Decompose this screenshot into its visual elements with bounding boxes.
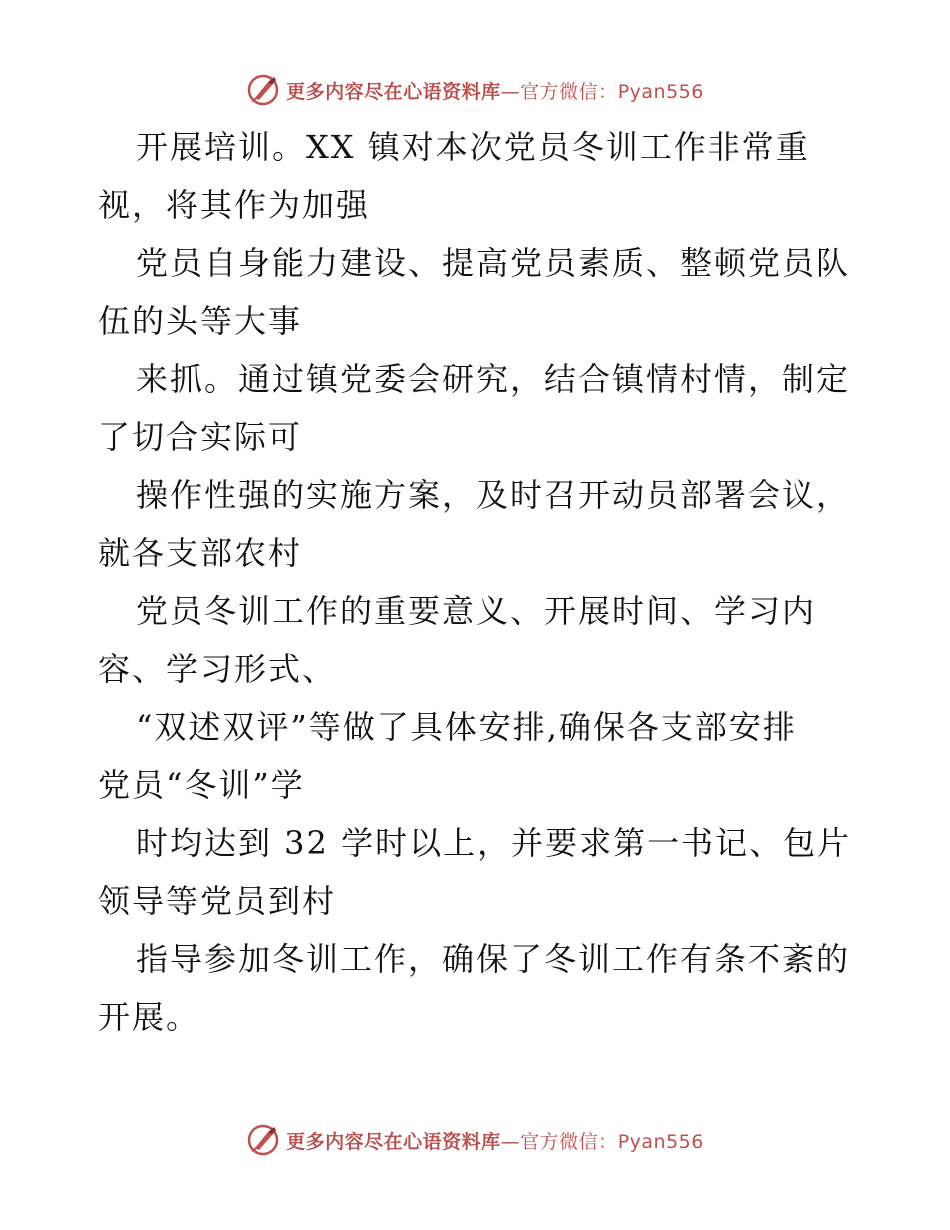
paragraph-first-line: 指导参加冬训工作，确保了冬训工作有条不紊的 — [136, 940, 851, 978]
paragraph — [98, 814, 858, 930]
paragraph-first-line: 开展培训。XX 镇对本次党员冬训工作非常重 — [136, 128, 810, 166]
banner-official-label: 官方微信： — [520, 1130, 618, 1153]
document-body — [98, 118, 858, 1046]
quill-pen-logo-icon — [246, 1123, 280, 1157]
banner-dash: — — [500, 80, 521, 103]
paragraph — [98, 466, 858, 582]
paragraph-second-line: 伍的头等大事 — [98, 302, 303, 340]
paragraph-second-line: 容、学习形式、 — [98, 650, 337, 688]
header-banner-content — [246, 73, 704, 107]
paragraph-first-line: “双述双评”等做了具体安排,确保各支部安排 — [136, 708, 797, 746]
paragraph — [98, 350, 858, 466]
paragraph — [98, 930, 858, 1046]
paragraph — [98, 118, 858, 234]
banner-account: Pyan556 — [617, 1130, 704, 1153]
paragraph-first-line: 来抓。通过镇党委会研究，结合镇情村情，制定 — [136, 360, 851, 398]
banner-dash: — — [500, 1130, 521, 1153]
paragraph-second-line: 党员“冬训”学 — [98, 766, 305, 804]
banner-account: Pyan556 — [617, 80, 704, 103]
paragraph-first-line: 党员冬训工作的重要意义、开展时间、学习内 — [136, 592, 817, 630]
paragraph-second-line: 开展。 — [98, 998, 201, 1036]
quill-pen-logo-icon — [246, 73, 280, 107]
paragraph-second-line: 视，将其作为加强 — [98, 186, 371, 224]
paragraph — [98, 234, 858, 350]
paragraph — [98, 698, 858, 814]
paragraph — [98, 582, 858, 698]
banner-main-text: 更多内容尽在心语资料库 — [286, 1130, 501, 1153]
header-watermark-banner — [0, 70, 950, 110]
paragraph-first-line: 党员自身能力建设、提高党员素质、整顿党员队 — [136, 244, 851, 282]
paragraph-first-line: 操作性强的实施方案，及时召开动员部署会议， — [136, 476, 851, 514]
footer-banner-content — [246, 1123, 704, 1157]
paragraph-second-line: 领导等党员到村 — [98, 882, 337, 920]
banner-main-text: 更多内容尽在心语资料库 — [286, 80, 501, 103]
header-banner-text — [286, 77, 704, 104]
banner-official-label: 官方微信： — [520, 80, 618, 103]
paragraph-second-line: 就各支部农村 — [98, 534, 303, 572]
footer-watermark-banner — [0, 1120, 950, 1160]
footer-banner-text — [286, 1127, 704, 1154]
paragraph-first-line: 时均达到 32 学时以上，并要求第一书记、包片 — [136, 824, 852, 862]
paragraph-second-line: 了切合实际可 — [98, 418, 303, 456]
